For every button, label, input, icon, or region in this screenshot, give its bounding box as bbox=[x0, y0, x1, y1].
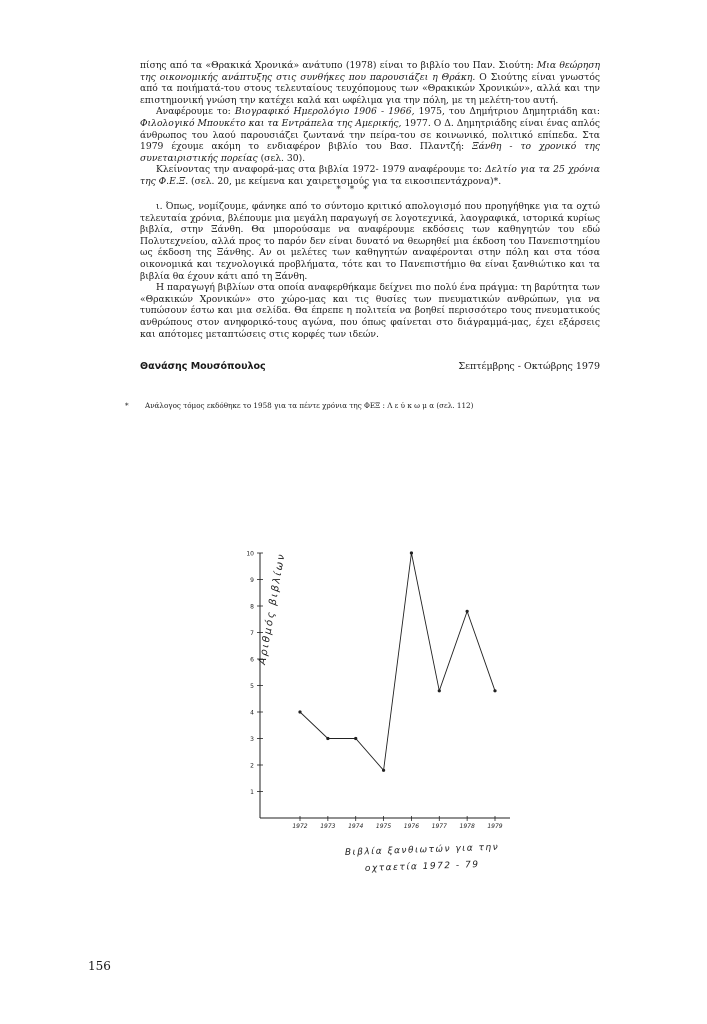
chart-axes bbox=[260, 553, 510, 818]
paragraph-siouti bbox=[140, 60, 600, 106]
section-separator: * * * bbox=[336, 185, 371, 195]
text-span: 1975, του Δημήτριου Δημητριάδη και: bbox=[414, 106, 601, 118]
text-span: (σελ. 20, με κείμενα και χαιρετισμούς για τα εικοσιπεντάχρονα)*. bbox=[188, 175, 502, 187]
signature-date: Σεπτέμβρης - Οκτώβρης 1979 bbox=[458, 361, 600, 372]
signature-line bbox=[140, 361, 600, 375]
x-tick-label: 1976 bbox=[403, 823, 420, 830]
y-tick-label: 7 bbox=[250, 630, 254, 637]
data-point bbox=[410, 551, 413, 554]
footnote-mark: * bbox=[125, 401, 129, 410]
y-tick-label: 5 bbox=[250, 683, 254, 690]
data-point bbox=[438, 689, 441, 692]
text-span: Κλείνοντας την αναφορά-μας στα βιβλία 1972- 1979 αναφέρουμε το: bbox=[156, 164, 486, 176]
y-axis-label: Αριθμός βιβλίων bbox=[257, 551, 288, 666]
data-point bbox=[382, 769, 385, 772]
text-span: πίσης από τα «Θρακικά Χρονικά» ανάτυπο (1978) είναι το βιβλίο του Παν. Σιούτη: bbox=[140, 60, 537, 71]
series-line bbox=[300, 553, 495, 770]
paragraph-dimitriadis bbox=[140, 106, 600, 164]
x-tick-label: 1972 bbox=[292, 823, 308, 830]
book-count-chart bbox=[225, 545, 525, 885]
text-span: 1977. Ο Δ. Δημητριάδης είναι ένας απλός άνθρωπος του λαού παρουσιάζει ζωντανά την πείρα-του σε κοινωνικό, πολιτικό επίπεδα. Στα 1979 έχουμε ακόμη το ενδιαφέρον βιβλίο του Βασ. Πλαντζή: bbox=[140, 117, 600, 153]
y-tick-label: 3 bbox=[250, 736, 254, 743]
text-span: Αναφέρουμε το: bbox=[156, 106, 235, 118]
y-tick-label: 4 bbox=[250, 709, 254, 717]
y-tick-label: 10 bbox=[246, 550, 254, 558]
footnote-text: Ανάλογος τόμος εκδόθηκε το 1958 για τα πέντε χρόνια της ΦΕΞ : Λ ε ύ κ ω μ α (σελ. 112) bbox=[145, 401, 474, 410]
y-tick-label: 2 bbox=[250, 762, 254, 770]
data-point bbox=[493, 689, 496, 692]
y-tick-label: 1 bbox=[250, 789, 254, 796]
text-span: Ο Σιούτης είναι γνωστός από τα ποιήματά-του στους τελευταίους τευχόπομους των «Θρακικών Χρονικών», αλλά και την επιστημονική γνώση την κατέχει καλά και ωφέλιμα για την πόλη, με τη μελέτη-του αυτή. bbox=[140, 71, 600, 106]
x-tick-label: 1974 bbox=[348, 823, 364, 830]
y-tick-label: 6 bbox=[250, 656, 254, 664]
footnote bbox=[125, 401, 605, 410]
x-tick-label: 1979 bbox=[487, 823, 503, 830]
book-title: Βιογραφικό Ημερολόγιο 1906 - 1966, bbox=[234, 106, 415, 118]
book-title: Δελτίο για τα 25 χρόνια της Φ.Ε.Ξ. bbox=[140, 164, 601, 187]
book-title: Ξάνθη - το χρονικό της συνεταιριστικής πορείας bbox=[140, 141, 600, 164]
x-tick-label: 1975 bbox=[375, 823, 392, 830]
chart-series-line bbox=[300, 553, 495, 770]
y-tick-label: 9 bbox=[250, 577, 254, 584]
paragraph-conclusion: ι. Όπως, νομίζουμε, φάνηκε από το σύντομο κριτικό απολογισμό που προηγήθηκε για τα οχτώ τελευταία χρόνια, βλέπουμε μια μεγάλη παραγωγή σε λογοτεχνικά, λαογραφικά, ιστορικά κυρίως βιβλία, στην Ξάνθη. Θα μπορούσαμε να αναφέρουμε εκδόσεις των καθηγητών του εδώ Πολυτεχνείου, αλλά προς το παρόν δεν είναι δυνατό να θεωρηθεί μια έκδοση του Πανεπιστημίου ως έκδοση της Ξάνθης. Αν οι μελέτες των καθηγητών αναφέρονται στην πόλη και στα τόσα οικονομικά και τεχνολογικά προβλήματα, τότε και το Πανεπιστήμιο θα είναι ξανθιώτικο και τα βιβλία θα έχουν κάτι από τη Ξάνθη. bbox=[140, 201, 600, 282]
x-axis-label-line2: οχταετία 1972 - 79 bbox=[364, 860, 480, 874]
y-tick-label: 8 bbox=[250, 603, 254, 611]
text-span: (σελ. 30). bbox=[257, 152, 306, 164]
page-number: 156 bbox=[88, 959, 111, 973]
book-title: Μια θεώρηση της οικονομικής ανάπτυξης στις συνθήκες που παρουσιάζει η Θράκη. bbox=[140, 60, 600, 83]
x-tick-label: 1973 bbox=[320, 823, 336, 830]
x-tick-label: 1978 bbox=[459, 823, 475, 830]
x-tick-label: 1977 bbox=[431, 823, 447, 830]
author-name: Θανάσης Μουσόπουλος bbox=[140, 361, 266, 372]
data-point bbox=[466, 610, 469, 613]
data-point bbox=[354, 737, 357, 740]
x-axis-label-line1: Βιβλία ξανθιωτών για την bbox=[344, 842, 500, 858]
book-title: Φιλολογικό Μπουκέτο και τα Εντράπελα της Αμερικής, bbox=[140, 117, 402, 129]
data-point bbox=[326, 737, 329, 740]
chart-ticks bbox=[246, 551, 502, 831]
mid-text-block bbox=[140, 201, 600, 340]
data-point bbox=[298, 710, 301, 713]
top-text-block bbox=[140, 60, 600, 188]
paragraph-production: Η παραγωγή βιβλίων στα οποία αναφερθήκαμε δείχνει πιο πολύ ένα πράγμα: τη βαρύτητα των «Θρακικών Χρονικών» στο χώρο-μας και τις θυσίες των πνευματικών ανθρώπων, για να τυπώσουν έστω και μια σελίδα. Θα έπρεπε η πολιτεία να βοηθεί περισσότερο τους πνευματικούς ανθρώπους στον ανηφορικό-τους αγώνα, που όπως φαίνεται στο διάγραμμά-μας, έχει εξάρσεις και απότομες μεταπτώσεις στις κορφές των ιδεών. bbox=[140, 282, 600, 340]
